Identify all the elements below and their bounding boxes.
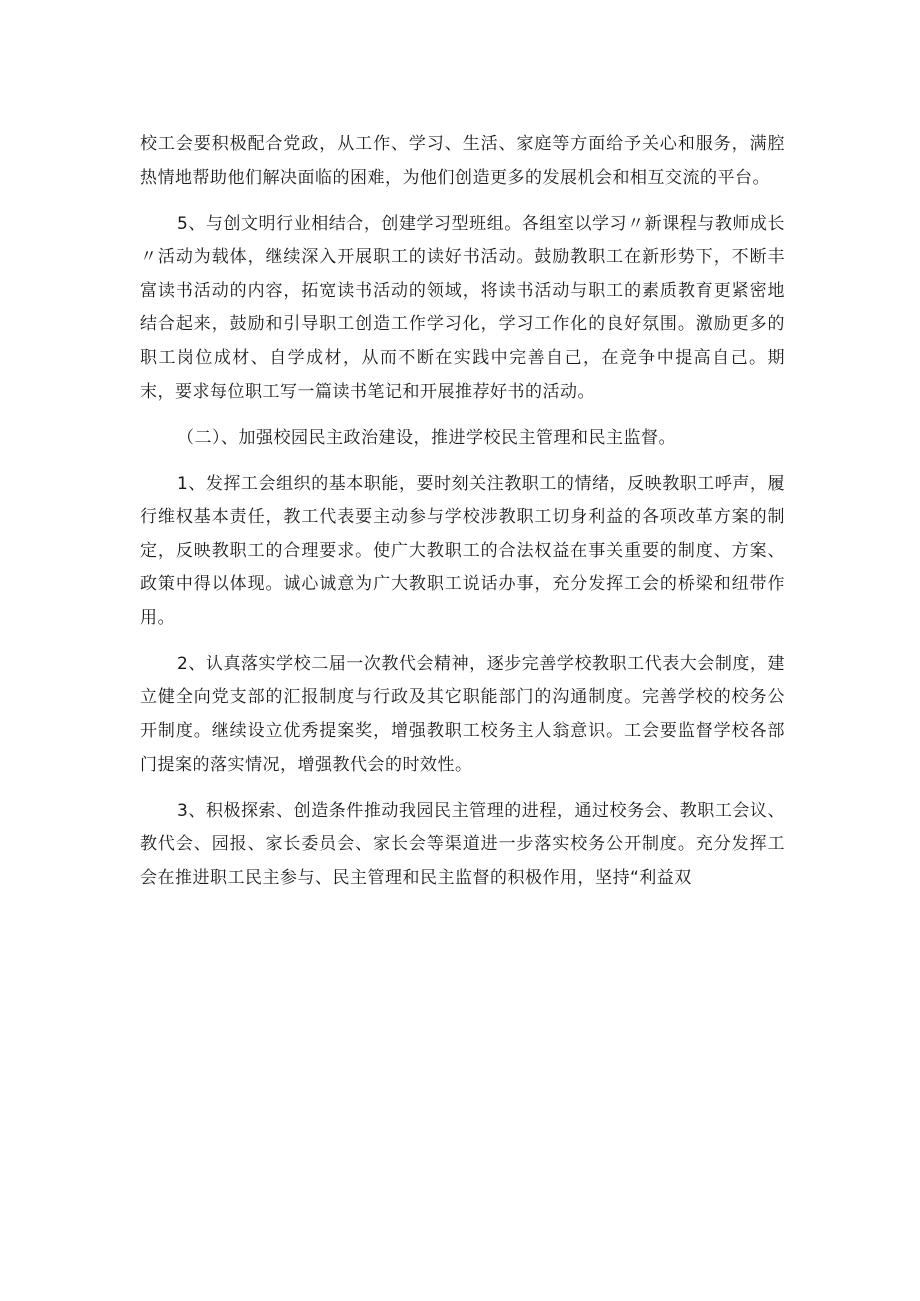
paragraph-item-1: 1、发挥工会组织的基本职能，要时刻关注教职工的情绪，反映教职工呼声，履行维权基本责任，教工代表要主动参与学校涉教职工切身利益的各项改革方案的制定，反映教职工的合理要求。使广大教职工的合法权益在事关重要的制度、方案、政策中得以体现。诚心诚意为广大教职工说话办事，充分发挥工会的桥梁和纽带作用。 [140, 473, 785, 628]
paragraph-continuation: 校工会要积极配合党政，从工作、学习、生活、家庭等方面给予关心和服务，满腔热情地帮助他们解决面临的困难，为他们创造更多的发展机会和相互交流的平台。 [140, 134, 785, 188]
paragraph-item-2: 2、认真落实学校二届一次教代会精神，逐步完善学校教职工代表大会制度，建立健全向党支部的汇报制度与行政及其它职能部门的沟通制度。完善学校的校务公开制度。继续设立优秀提案奖，增强教职工校务主人翁意识。工会要监督学校各部门提案的落实情况，增强教代会的时效性。 [140, 653, 785, 775]
paragraph-item-3: 3、积极探索、创造条件推动我园民主管理的进程，通过校务会、教职工会议、教代会、园报、家长委员会、家长会等渠道进一步落实校务公开制度。充分发挥工会在推进职工民主参与、民主管理和民主监督的积极作用，坚持“利益双 [140, 800, 785, 888]
document-body [140, 128, 785, 895]
section-heading-2: （二）、加强校园民主政治建设，推进学校民主管理和民主监督。 [177, 427, 676, 448]
paragraph-item-5: 5、与创文明行业相结合，创建学习型班组。各组室以学习〃新课程与教师成长〃活动为载体，继续深入开展职工的读好书活动。鼓励教职工在新形势下，不断丰富读书活动的内容，拓宽读书活动的领域，将读书活动与职工的素质教育更紧密地结合起来，鼓励和引导职工创造工作学习化，学习工作化的良好氛围。激励更多的职工岗位成材、自学成材，从而不断在实践中完善自己，在竞争中提高自己。期末，要求每位职工写一篇读书笔记和开展推荐好书的活动。 [140, 213, 785, 402]
